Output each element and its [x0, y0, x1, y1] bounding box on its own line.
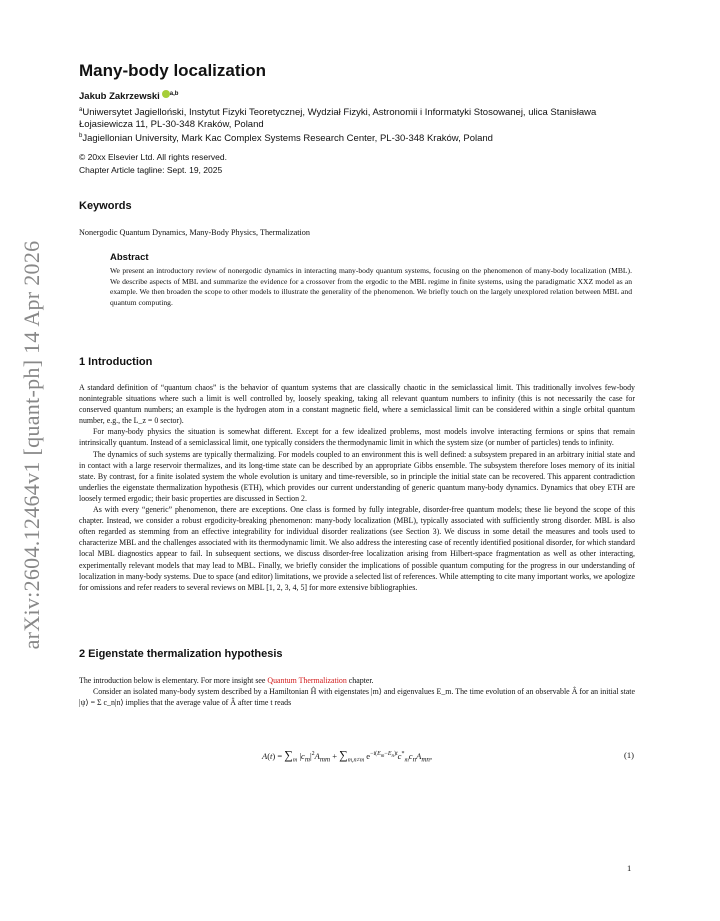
page-number: 1 [627, 863, 632, 873]
quantum-thermalization-link[interactable]: Quantum Thermalization [267, 676, 347, 685]
paragraph: As with every “generic” phenomenon, there are exceptions. One class is formed by fully integrable, disorder-free quantum models; these lie beyond the scope of this chapter. Instead, we consider a robust ergodicity-breaking phenomenon: many-body localization (MBL), typically associated with sufficiently strong disorder. MBL is also often regarded as stemming from an effective integrability for individual disorder realizations (see Section 3). We discuss in some detail the measures and tools used to characterize MBL and the challenges associated with its thermodynamic limit. We also address the interesting case of recently identified positional disorder, for which standard local MBL diagnostics appear to fail. In subsequent sections, we discuss disorder-free localization arising from Hilbert-space fragmentation as well as other interacting, experimentally relevant models that may lead to MBL. Finally, we briefly consider the implications of possible quantum computing for the progress in our understanding of localization in many-body systems. Due to space (and editor) limitations, we provide a selected list of references. While attempting to cite many important works, we apologize for omissions and refer readers to several reviews on MBL [1, 2, 3, 4, 5] for more extensive bibliographies. [79, 505, 635, 592]
equation-1: $A(t) = \sum_m$ $|c_m|^2A_{mm} + \sum_{m,n\ne m}$ $e^{-i(E_m-E_n)t}c^*_mc_nA_{mn}$, [262, 748, 433, 764]
paragraph: The introduction below is elementary. For more insight see Quantum Thermalization chapter. [79, 676, 374, 685]
paper-title: Many-body localization [79, 61, 267, 80]
section-2-body [79, 675, 635, 708]
section-1-heading: 1 Introduction [79, 356, 153, 368]
paragraph: For many-body physics the situation is somewhat different. Except for a few idealized problems, most models involve interacting fermions or spins that remain intrinsically quantum. Instead of a semiclassical limit, one typically considers the thermodynamic limit in which the system size (or number of particles) tends to infinity. [79, 427, 635, 448]
author-name: Jakub Zakrzewski [79, 91, 160, 102]
paragraph: Consider an isolated many-body system described by a Hamiltonian Ĥ with eigenstates |m⟩ and eigenvalues E_m. The time evolution of an observable Â for an initial state |ψ⟩ = Σ c_n|n⟩ implies that the average value of Â after time t reads [79, 687, 635, 708]
keywords: Nonergodic Quantum Dynamics, Many-Body Physics, Thermalization [79, 228, 310, 237]
chapter-tagline: Chapter Article tagline: Sept. 19, 2025 [79, 165, 223, 175]
orcid-icon[interactable] [162, 90, 170, 98]
copyright: © 20xx Elsevier Ltd. All rights reserved. [79, 152, 227, 162]
section-1-body [79, 382, 635, 593]
section-2-heading: 2 Eigenstate thermalization hypothesis [79, 648, 283, 660]
paragraph: The dynamics of such systems are typically thermalizing. For models coupled to an environment this is well defined: a subsystem prepared in an arbitrary initial state and in contact with a large reservoir thermalizes, and its long-time state can be described by an appropriate Gibbs ensemble. The subsystem therefore loses memory of its initial state. By contrast, for a finite isolated system the whole evolution is unitary and time-reversible, so in principle the initial state can be recovered. This apparent contradiction underlies the eigenstate thermalization hypothesis (ETH), which provides our current understanding of generic quantum many-body dynamics. Dynamics that obey ETH are loosely termed ergodic; their basic properties are discussed in Section 2. [79, 449, 635, 503]
paragraph: A standard definition of “quantum chaos” is the behavior of quantum systems that are classically chaotic in the semiclassical limit. This traditionally involves few-body nonintegrable situations where such a limit is well controlled by, loosely speaking, taking all relevant quantum numbers to infinity (this is not necessarily the case for conserved quantum numbers; an example is the hydrogen atom in a constant magnetic field, where a semiclassical limit can be considered within a single orbital quantum number, e.g., the L_z = 0 sector). [79, 383, 635, 426]
author-line [79, 90, 178, 102]
abstract-heading: Abstract [110, 252, 149, 263]
equation-number: (1) [624, 750, 634, 760]
affiliation-a: $^a$Uniwersytet Jagielloński, Instytut Fizyki Teoretycznej, Wydział Fizyki, Astronomii i Informatyki Stosowanej, ulica Stanisława Łojasiewicza 11, PL-30-348 Kraków, Poland [79, 107, 597, 130]
affiliation-b: $^b$Jagiellonian University, Mark Kac Complex Systems Research Center, PL-30-348 Kraków, Poland [79, 133, 493, 144]
abstract-text: We present an introductory review of nonergodic dynamics in interacting many-body quantum systems, focusing on the phenomenon of many-body localization (MBL). We describe aspects of MBL and summarize the evidence for a crossover from the ergodic to the MBL regime in finite systems, using the paradigmatic XXZ model as an example. We then broaden the scope to other models to illustrate the generality of the phenomenon. We briefly touch on the largely unexplored relation between MBL and quantum computing. [110, 266, 632, 307]
keywords-heading: Keywords [79, 200, 132, 212]
author-affiliation-marks: a,b [169, 91, 179, 97]
arxiv-side-stamp: arXiv:2604.12464v1 [quant-ph] 14 Apr 2026 [19, 240, 44, 650]
